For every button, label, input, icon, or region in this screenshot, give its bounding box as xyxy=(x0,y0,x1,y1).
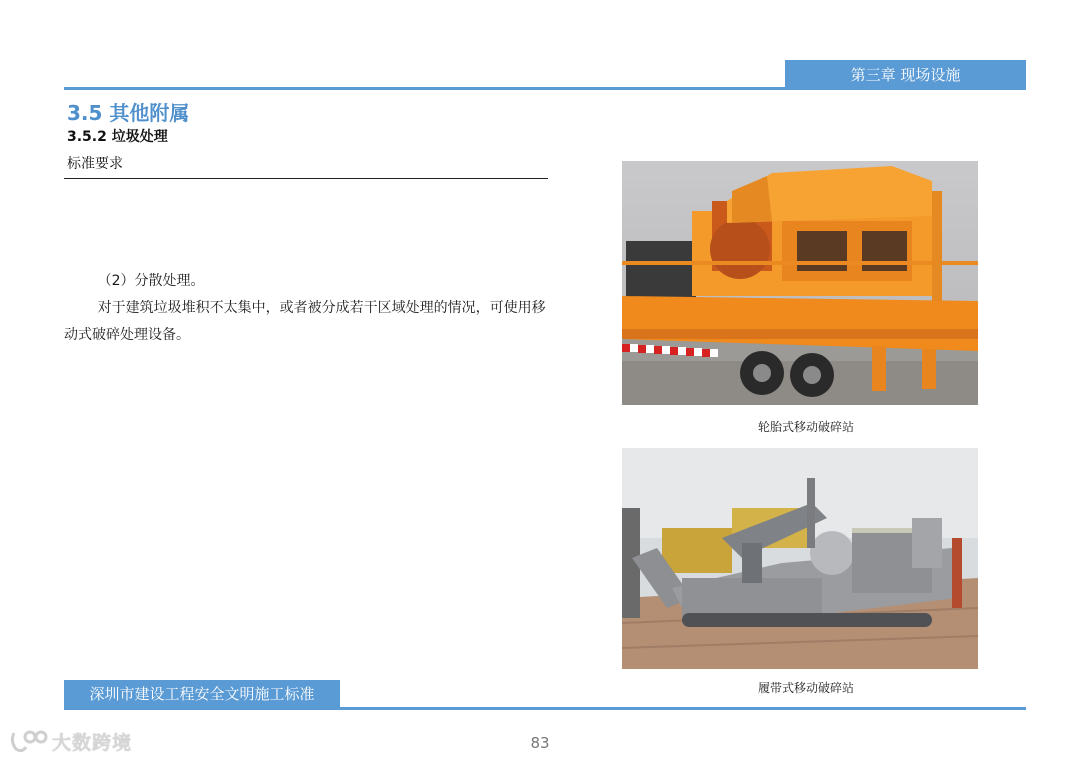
watermark-logo-icon xyxy=(8,727,48,755)
photo-caption: 履带式移动破碎站 xyxy=(757,681,854,695)
footer-divider xyxy=(64,707,1026,710)
chapter-tab: 第三章 现场设施 xyxy=(785,60,1026,90)
wheeled-crusher-illustration xyxy=(622,161,978,405)
standard-divider xyxy=(64,178,548,179)
photo-caption: 轮胎式移动破碎站 xyxy=(757,420,854,434)
paragraph: 对于建筑垃圾堆积不太集中，或者被分成若干区域处理的情况，可使用移动式破碎处理设备。 xyxy=(64,300,546,343)
tracked-crusher-illustration xyxy=(622,448,978,669)
watermark-text: 大数跨境 xyxy=(52,731,133,754)
page-number: 83 xyxy=(530,734,550,752)
header-divider xyxy=(64,87,1026,90)
body-text xyxy=(64,268,548,349)
photo-tracked-crusher xyxy=(622,448,978,669)
standard-requirements-label: 标准要求 xyxy=(67,156,123,172)
paragraph: （2）分散处理。 xyxy=(97,273,205,289)
subsection-title: 3.5.2 垃圾处理 xyxy=(67,129,168,145)
watermark xyxy=(8,727,132,755)
footer-title: 深圳市建设工程安全文明施工标准 xyxy=(64,680,340,708)
section-title: 3.5 其他附属 xyxy=(67,101,190,125)
photo-wheeled-crusher xyxy=(622,161,978,405)
